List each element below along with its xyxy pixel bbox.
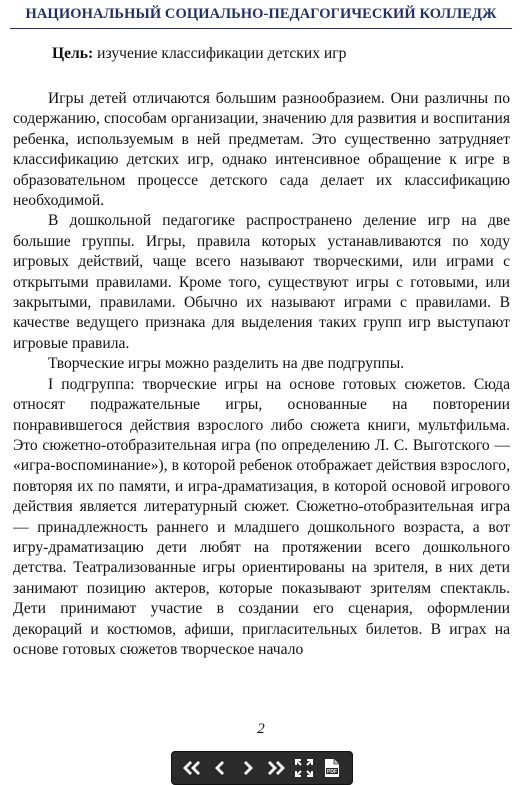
last-page-button[interactable] (264, 756, 288, 780)
pagination-toolbar (171, 751, 353, 785)
previous-page-button[interactable] (208, 756, 232, 780)
first-page-icon (182, 760, 202, 776)
last-page-icon (266, 760, 286, 776)
college-header: НАЦИОНАЛЬНЫЙ СОЦИАЛЬНО-ПЕДАГОГИЧЕСКИЙ КОЛЛЕДЖ (10, 6, 512, 29)
next-page-icon (241, 760, 255, 776)
pdf-label: PDF (327, 769, 337, 775)
previous-page-icon (213, 760, 227, 776)
paragraph: I подгруппа: творческие игры на основе готовых сюжетов. Сюда относят подражательные игры, основанные на повторении понравившегося действия взрослого либо сюжета книги, мультфильма. Это сюжетно-отобразительная игра (по определению Л. С. Выготского — «игра-воспоминание»), в которой ребенок отображает действия взрослого, повторяя их по памяти, и игра-драматизация, в которой основой игрового действия является литературный сюжет. Сюжетно-отобразительная игра — принадлежность раннего и младшего дошкольного возраста, а вот игру-драматизацию дети любят на протяжении всего дошкольного детства. Театрализованные игры ориентированы на зрителя, в них дети занимают позицию актеров, которые показывают зрителям спектакль. Дети принимают участие в создании его сценария, оформлении декораций и костюмов, афиши, пригласительных билетов. В играх на основе готовых сюжетов творческое начало (13, 375, 510, 658)
pdf-download-icon (324, 758, 340, 778)
page-number: 2 (257, 721, 265, 737)
goal-text: изучение классификации детских игр (93, 45, 347, 62)
pdf-download-button[interactable] (320, 756, 344, 780)
first-page-button[interactable] (180, 756, 204, 780)
paragraph: Творческие игры можно разделить на две подгруппы. (48, 355, 405, 373)
next-page-button[interactable] (236, 756, 260, 780)
goal-label: Цель: (52, 45, 94, 62)
goal-line (52, 45, 346, 63)
document-body (13, 89, 510, 660)
paragraph: В дошкольной педагогике распространено деление игр на две большие группы. Игры, правила которых устанавливаются по ходу игровых действий, чаще всего называют творческими, или играми с открытыми правилами. Кроме того, существуют игры с готовыми, или закрытыми, правилами. Обычно их называют играми с правилами. В качестве ведущего признака для выделения таких групп игр выступают игровые правила. (13, 212, 510, 352)
fullscreen-button[interactable] (292, 756, 316, 780)
paragraph: Игры детей отличаются большим разнообразием. Они различны по содержанию, способам организации, значению для развития и воспитания ребенка, используемым в ней предметам. Это существенно затрудняет классификацию детских игр, однако интенсивное обращение к игре в образовательном процессе детского сада делает их классификацию необходимой. (13, 90, 510, 210)
fullscreen-icon (295, 759, 313, 777)
